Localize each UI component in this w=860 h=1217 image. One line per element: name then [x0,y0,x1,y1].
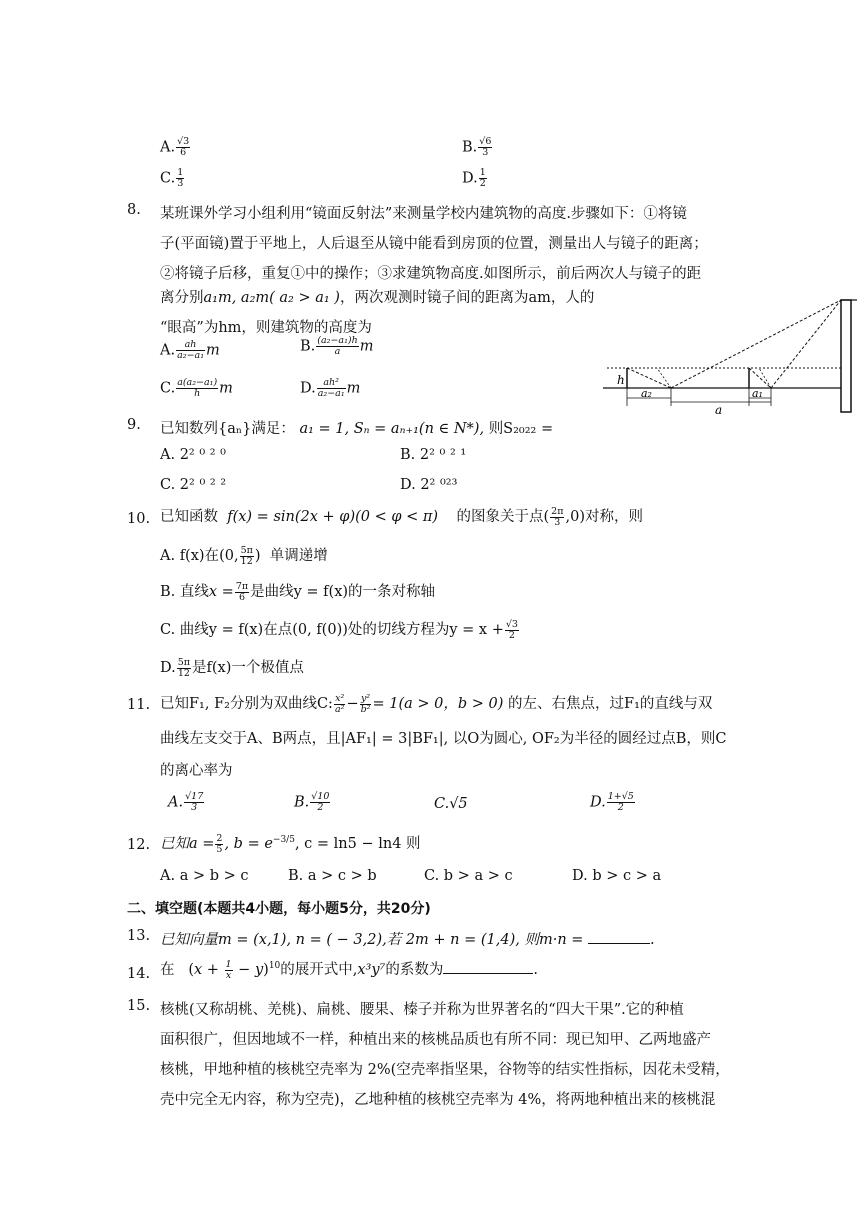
mirror-reflection-figure [603,296,857,416]
q9-option-d: D. 2² ⁰²³ [400,477,458,493]
q10-stem: 已知函数 f(x) = sin(2x + φ)(0 < φ < π) 的图象关于点( $\frac{2\pi}{3}$ ,0)对称，则 [160,505,643,528]
q14-number: 14. [127,966,151,982]
q7-option-c: C. $\frac{1}{3}$ [160,167,184,189]
q12-option-d: D. b > c > a [572,868,662,884]
q9-stem: 已知数列{aₙ}满足： a₁ = 1, Sₙ = aₙ₊₁(n ∈ N*), 则S₂₀₂₂ = [160,421,554,437]
q14-stem: 在 (x + $\frac{1}{x}$ − y)$^{10}$的展开式中,x³y⁷的系数为 . [160,958,538,981]
q8-line-5: “眼高”为hm，则建筑物的高度为 [160,320,372,336]
q11-number: 11. [127,697,151,713]
q12-stem: 已知a = $\frac{2}{5}$ , $b = e^{-3/5}$, c = ln5 − ln4 则 [160,832,421,855]
q11-line-1: 已知F₁, F₂分别为双曲线C: $\frac{\text{x²}}{\text{a²}}$ − $\frac{\text{y²}}{\text{b²}}$ = 1(a > 0，b > 0) 的左、右焦点，过F₁的直线与双 [160,692,713,715]
q8-option-a: A. $\frac{ah}{\text{a₂−a₁}}$ m [160,339,220,361]
q12-number: 12. [127,837,151,853]
q11-option-a: A. $\frac{√17}{3}$ [168,791,204,813]
q7-option-d: D. $\frac{1}{2}$ [462,167,486,189]
q7-option-a: A. $\frac{√3}{6}$ [160,136,190,158]
q11-option-c: C.√5 [434,796,468,812]
fig-label-h: h [617,373,625,387]
q13-stem: 已知向量m = (x,1), n = ( − 3,2),若 2m + n = (1,4), 则m·n = . [160,932,655,948]
q8-line-3: ②将镜子后移，重复①中的操作；③求建筑物高度.如图所示，前后两次人与镜子的距 [160,266,702,282]
q8-line-1: 某班课外学习小组利用“镜面反射法”来测量学校内建筑物的高度.步骤如下：①将镜 [160,206,687,222]
q14-answer-blank[interactable] [443,973,533,974]
q11-option-b: B. $\frac{√10}{2}$ [294,791,330,813]
q7-option-b: B. $\frac{√6}{3}$ [462,136,492,158]
q10-option-a: A. f(x)在(0, $\frac{5\pi}{12}$ ) 单调递增 [160,544,328,567]
q15-line-4: 壳中完全无内容，称为空壳)，乙地种植的核桃空壳率为 4%，将两地种植出来的核桃混 [160,1092,716,1108]
fig-label-a2: a₂ [641,387,652,400]
q15-line-1: 核桃(又称胡桃、羌桃)、扁桃、腰果、榛子并称为世界著名的“四大干果”.它的种植 [160,1002,684,1018]
q10-number: 10. [127,511,151,527]
q8-option-d: D. $\frac{\text{ah²}}{\text{a₂−a₁}}$ m [300,377,361,399]
q9-number: 9. [127,417,141,433]
q9-option-b: B. 2² ⁰ ² ¹ [400,447,467,463]
fig-label-a1: a₁ [752,387,763,400]
q15-line-2: 面积很广，但因地域不一样，种植出来的核桃品质也有所不同：现已知甲、乙两地盛产 [160,1032,711,1048]
q8-line-4: 离分别a₁m, a₂m( a₂ > a₁ )，两次观测时镜子间的距离为am，人的 [160,290,595,306]
q12-option-c: C. b > a > c [424,868,513,884]
section-heading-fill-in: 二、填空题(本题共4小题，每小题5分，共20分) [127,901,431,917]
q9-option-a: A. 2² ⁰ ² ⁰ [160,447,226,463]
q11-line-3: 的离心率为 [160,763,233,779]
q15-number: 15. [127,998,151,1014]
q11-option-d: D. $\frac{1+√5}{2}$ [590,791,634,813]
q8-option-b: B. $\frac{\text{(a₂−a₁)h}}{a}$ m [300,335,374,357]
q10-option-c: C. 曲线y = f(x)在点(0, f(0))处的切线方程为y = x + $\frac{√3}{2}$ [160,618,518,641]
q15-line-3: 核桃，甲地种植的核桃空壳率为 2%(空壳率指坚果，谷物等的结实性指标，因花未受精， [160,1062,730,1078]
q10-option-b: B. 直线x = $\frac{7\pi}{6}$ 是曲线y = f(x)的一条对称轴 [160,580,436,603]
q12-option-b: B. a > c > b [288,868,377,884]
q10-option-d: D. $\frac{5\pi}{12}$ 是f(x)一个极值点 [160,656,304,679]
q13-answer-blank[interactable] [588,943,650,944]
q12-option-a: A. a > b > c [160,868,249,884]
fig-label-a: a [715,403,723,416]
q8-line-2: 子(平面镜)置于平地上，人后退至从镜中能看到房顶的位置，测量出人与镜子的距离； [160,236,708,252]
q8-option-c: C. $\frac{\text{a(a₂−a₁)}}{h}$ m [160,377,233,399]
q11-line-2: 曲线左支交于A、B两点，且|AF₁| = 3|BF₁|, 以O为圆心, OF₂为半径的圆经过点B，则C [160,731,727,747]
q8-number: 8. [127,202,141,218]
q9-option-c: C. 2² ⁰ ² ² [160,477,227,493]
q13-number: 13. [127,928,151,944]
